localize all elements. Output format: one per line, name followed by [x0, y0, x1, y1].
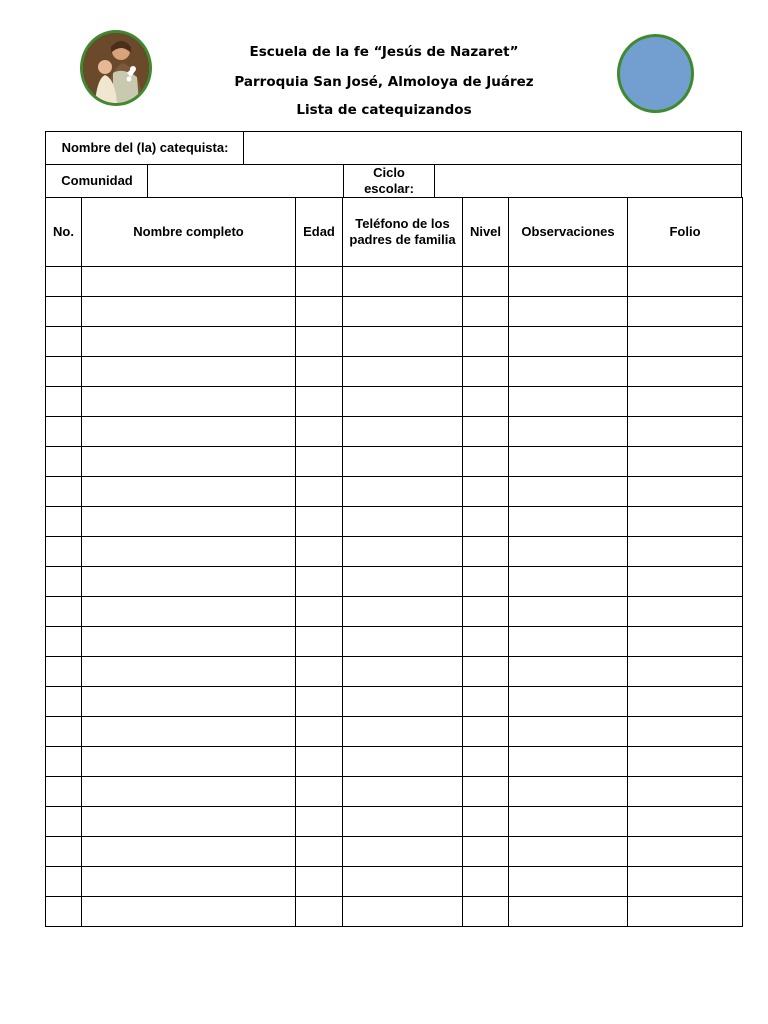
cell-observations[interactable]	[509, 867, 628, 897]
cell-level[interactable]	[463, 477, 509, 507]
cell-folio[interactable]	[628, 417, 743, 447]
cell-observations[interactable]	[509, 267, 628, 297]
cell-number[interactable]	[46, 267, 82, 297]
cell-parents-phone[interactable]	[343, 687, 463, 717]
cell-observations[interactable]	[509, 447, 628, 477]
table-row	[46, 297, 743, 327]
table-row	[46, 477, 743, 507]
col-folio: Folio	[628, 198, 743, 267]
cell-level[interactable]	[463, 897, 509, 927]
cell-number[interactable]	[46, 537, 82, 567]
cell-full-name[interactable]	[82, 567, 296, 597]
cell-age[interactable]	[296, 417, 343, 447]
cell-level[interactable]	[463, 807, 509, 837]
cell-observations[interactable]	[509, 807, 628, 837]
cell-full-name[interactable]	[82, 897, 296, 927]
cell-level[interactable]	[463, 717, 509, 747]
cell-level[interactable]	[463, 747, 509, 777]
cell-folio[interactable]	[628, 687, 743, 717]
cell-parents-phone[interactable]	[343, 387, 463, 417]
table-row	[46, 327, 743, 357]
cell-number[interactable]	[46, 507, 82, 537]
table-row	[46, 837, 743, 867]
cell-full-name[interactable]	[82, 537, 296, 567]
cycle-field[interactable]	[435, 165, 741, 197]
cell-age[interactable]	[296, 507, 343, 537]
cell-folio[interactable]	[628, 507, 743, 537]
cell-full-name[interactable]	[82, 477, 296, 507]
cell-folio[interactable]	[628, 597, 743, 627]
cell-level[interactable]	[463, 627, 509, 657]
cell-number[interactable]	[46, 717, 82, 747]
cell-age[interactable]	[296, 447, 343, 477]
cell-age[interactable]	[296, 657, 343, 687]
cell-age[interactable]	[296, 717, 343, 747]
cell-full-name[interactable]	[82, 717, 296, 747]
cell-parents-phone[interactable]	[343, 777, 463, 807]
table-row	[46, 267, 743, 297]
cell-age[interactable]	[296, 777, 343, 807]
cell-level[interactable]	[463, 837, 509, 867]
cell-full-name[interactable]	[82, 777, 296, 807]
cell-observations[interactable]	[509, 297, 628, 327]
cell-folio[interactable]	[628, 447, 743, 477]
cell-number[interactable]	[46, 297, 82, 327]
cell-parents-phone[interactable]	[343, 807, 463, 837]
table-row	[46, 747, 743, 777]
col-age: Edad	[296, 198, 343, 267]
cell-folio[interactable]	[628, 777, 743, 807]
cell-level[interactable]	[463, 447, 509, 477]
cell-full-name[interactable]	[82, 297, 296, 327]
table-row	[46, 867, 743, 897]
cell-folio[interactable]	[628, 717, 743, 747]
cell-folio[interactable]	[628, 387, 743, 417]
cell-age[interactable]	[296, 837, 343, 867]
cell-parents-phone[interactable]	[343, 327, 463, 357]
cell-number[interactable]	[46, 327, 82, 357]
cell-number[interactable]	[46, 447, 82, 477]
cell-folio[interactable]	[628, 867, 743, 897]
table-row	[46, 597, 743, 627]
table-row	[46, 717, 743, 747]
cell-parents-phone[interactable]	[343, 537, 463, 567]
cell-number[interactable]	[46, 597, 82, 627]
cell-number[interactable]	[46, 807, 82, 837]
cell-folio[interactable]	[628, 567, 743, 597]
cell-parents-phone[interactable]	[343, 627, 463, 657]
catechist-label: Nombre del (la) catequista:	[61, 140, 229, 155]
cell-level[interactable]	[463, 387, 509, 417]
cell-observations[interactable]	[509, 417, 628, 447]
school-name: Escuela de la fe “Jesús de Nazaret”	[249, 44, 519, 60]
cell-parents-phone[interactable]	[343, 267, 463, 297]
cell-level[interactable]	[463, 507, 509, 537]
cycle-label-cell	[344, 165, 435, 197]
cell-age[interactable]	[296, 327, 343, 357]
table-row	[46, 357, 743, 387]
cell-parents-phone[interactable]	[343, 297, 463, 327]
cell-folio[interactable]	[628, 627, 743, 657]
list-title: Lista de catequizandos	[296, 102, 472, 118]
cell-number[interactable]	[46, 567, 82, 597]
cell-full-name[interactable]	[82, 747, 296, 777]
cell-observations[interactable]	[509, 897, 628, 927]
cell-observations[interactable]	[509, 717, 628, 747]
table-row	[46, 657, 743, 687]
cell-number[interactable]	[46, 777, 82, 807]
cell-full-name[interactable]	[82, 387, 296, 417]
cell-age[interactable]	[296, 807, 343, 837]
cell-parents-phone[interactable]	[343, 597, 463, 627]
cell-full-name[interactable]	[82, 327, 296, 357]
cell-folio[interactable]	[628, 837, 743, 867]
cell-parents-phone[interactable]	[343, 507, 463, 537]
cell-parents-phone[interactable]	[343, 867, 463, 897]
cell-level[interactable]	[463, 567, 509, 597]
cell-number[interactable]	[46, 657, 82, 687]
cell-level[interactable]	[463, 777, 509, 807]
cell-parents-phone[interactable]	[343, 357, 463, 387]
col-parents-phone: Teléfono de los padres de familia	[343, 198, 463, 267]
cell-parents-phone[interactable]	[343, 717, 463, 747]
cell-level[interactable]	[463, 417, 509, 447]
cell-number[interactable]	[46, 477, 82, 507]
cell-age[interactable]	[296, 687, 343, 717]
table-row	[46, 567, 743, 597]
cell-full-name[interactable]	[82, 447, 296, 477]
cell-full-name[interactable]	[82, 417, 296, 447]
cell-number[interactable]	[46, 627, 82, 657]
cell-observations[interactable]	[509, 837, 628, 867]
cell-observations[interactable]	[509, 747, 628, 777]
cell-folio[interactable]	[628, 747, 743, 777]
cell-number[interactable]	[46, 867, 82, 897]
cell-age[interactable]	[296, 597, 343, 627]
table-row	[46, 447, 743, 477]
community-row	[45, 164, 742, 198]
cell-age[interactable]	[296, 537, 343, 567]
cell-full-name[interactable]	[82, 357, 296, 387]
cell-age[interactable]	[296, 477, 343, 507]
cell-level[interactable]	[463, 297, 509, 327]
cell-level[interactable]	[463, 327, 509, 357]
cell-parents-phone[interactable]	[343, 567, 463, 597]
cell-full-name[interactable]	[82, 627, 296, 657]
cell-folio[interactable]	[628, 807, 743, 837]
col-level: Nivel	[463, 198, 509, 267]
cell-level[interactable]	[463, 267, 509, 297]
cell-observations[interactable]	[509, 387, 628, 417]
cell-level[interactable]	[463, 537, 509, 567]
cell-age[interactable]	[296, 357, 343, 387]
cell-age[interactable]	[296, 627, 343, 657]
cell-number[interactable]	[46, 357, 82, 387]
cell-observations[interactable]	[509, 687, 628, 717]
cell-parents-phone[interactable]	[343, 837, 463, 867]
cell-folio[interactable]	[628, 297, 743, 327]
cell-full-name[interactable]	[82, 867, 296, 897]
table-row	[46, 807, 743, 837]
cell-observations[interactable]	[509, 357, 628, 387]
cell-full-name[interactable]	[82, 507, 296, 537]
community-label-cell	[46, 165, 148, 197]
cell-observations[interactable]	[509, 597, 628, 627]
cell-observations[interactable]	[509, 627, 628, 657]
catechist-label-cell	[46, 132, 244, 164]
table-row	[46, 897, 743, 927]
cell-folio[interactable]	[628, 477, 743, 507]
catechist-row	[45, 131, 742, 165]
cell-observations[interactable]	[509, 777, 628, 807]
cell-full-name[interactable]	[82, 837, 296, 867]
community-field[interactable]	[148, 165, 344, 197]
cell-level[interactable]	[463, 657, 509, 687]
cell-level[interactable]	[463, 597, 509, 627]
cell-full-name[interactable]	[82, 687, 296, 717]
table-row	[46, 627, 743, 657]
cell-number[interactable]	[46, 897, 82, 927]
cell-number[interactable]	[46, 837, 82, 867]
cell-parents-phone[interactable]	[343, 747, 463, 777]
table-row	[46, 687, 743, 717]
cell-folio[interactable]	[628, 537, 743, 567]
cell-full-name[interactable]	[82, 657, 296, 687]
cell-level[interactable]	[463, 867, 509, 897]
cell-age[interactable]	[296, 747, 343, 777]
parish-name: Parroquia San José, Almoloya de Juárez	[234, 74, 534, 90]
table-header-row	[46, 198, 743, 267]
table-row	[46, 417, 743, 447]
cell-observations[interactable]	[509, 477, 628, 507]
cell-age[interactable]	[296, 897, 343, 927]
cell-number[interactable]	[46, 747, 82, 777]
students-table	[45, 197, 743, 927]
cell-age[interactable]	[296, 867, 343, 897]
cell-number[interactable]	[46, 687, 82, 717]
cell-age[interactable]	[296, 387, 343, 417]
cell-full-name[interactable]	[82, 267, 296, 297]
cell-folio[interactable]	[628, 657, 743, 687]
cell-folio[interactable]	[628, 897, 743, 927]
cell-observations[interactable]	[509, 537, 628, 567]
cell-folio[interactable]	[628, 267, 743, 297]
cell-age[interactable]	[296, 297, 343, 327]
col-number: No.	[46, 198, 82, 267]
cell-full-name[interactable]	[82, 807, 296, 837]
table-row	[46, 537, 743, 567]
cell-folio[interactable]	[628, 327, 743, 357]
table-body	[46, 267, 743, 927]
cell-full-name[interactable]	[82, 597, 296, 627]
cell-level[interactable]	[463, 357, 509, 387]
saint-joseph-logo	[80, 30, 152, 106]
community-label: Comunidad	[61, 173, 133, 188]
table-row	[46, 777, 743, 807]
cell-observations[interactable]	[509, 507, 628, 537]
cell-observations[interactable]	[509, 567, 628, 597]
cell-age[interactable]	[296, 567, 343, 597]
cell-parents-phone[interactable]	[343, 657, 463, 687]
cell-number[interactable]	[46, 387, 82, 417]
col-full-name: Nombre completo	[82, 198, 296, 267]
cell-age[interactable]	[296, 267, 343, 297]
table-row	[46, 507, 743, 537]
cell-parents-phone[interactable]	[343, 477, 463, 507]
cell-folio[interactable]	[628, 357, 743, 387]
catechist-field[interactable]	[244, 132, 741, 164]
cell-level[interactable]	[463, 687, 509, 717]
cell-observations[interactable]	[509, 327, 628, 357]
cell-parents-phone[interactable]	[343, 417, 463, 447]
cell-parents-phone[interactable]	[343, 447, 463, 477]
cell-parents-phone[interactable]	[343, 897, 463, 927]
col-observations: Observaciones	[509, 198, 628, 267]
cycle-label: Ciclo escolar:	[364, 165, 414, 196]
cell-observations[interactable]	[509, 657, 628, 687]
table-row	[46, 387, 743, 417]
cell-number[interactable]	[46, 417, 82, 447]
